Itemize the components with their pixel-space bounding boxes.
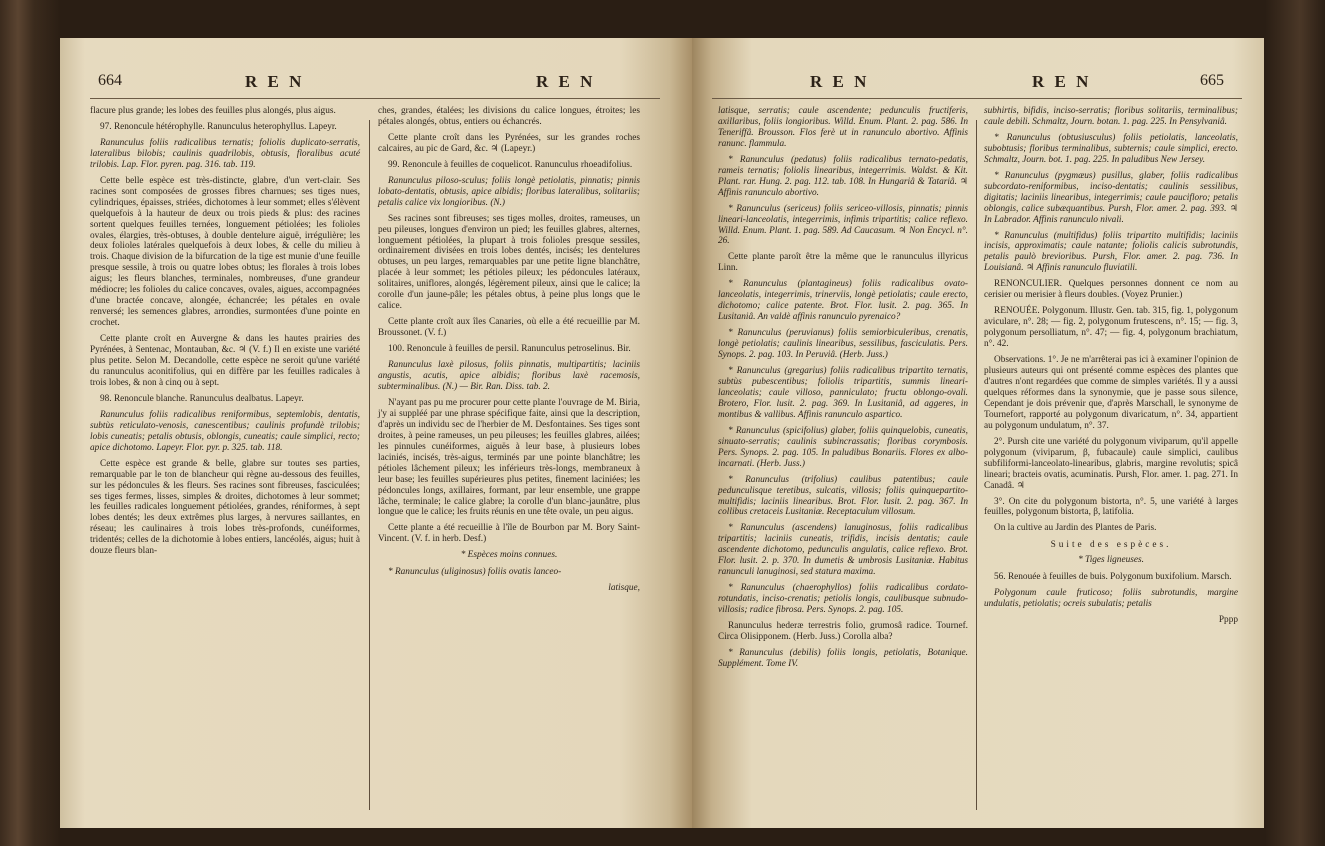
species-entry: * Ranunculus (debilis) foliis longis, petiolatis, Botanique. Supplément. Tome IV. xyxy=(718,647,968,669)
paragraph: * Ranunculus (uliginosus) foliis ovatis lanceo- xyxy=(388,567,562,578)
latin-diagnosis: Ranunculus piloso-sculus; foliis longè petiolatis, pinnatis; pinnis lobato-dentatis, obtusis, apice albidis; floribus lateralibus, solitariis; petalis calice vix longioribus. (N.) xyxy=(378,175,640,208)
species-entry: * Ranunculus (peruvianus) foliis semiorbiculeribus, crenatis, longè petiolatis; caulinis linearibus, sessilibus, fasciculatis. Pers. Synops. 2. pag. 103. In Peruviâ. (Herb. Juss.) xyxy=(718,328,968,361)
right-running-head-right: R E N xyxy=(1032,72,1092,91)
section-subheading: * Espèces moins connues. xyxy=(460,550,558,561)
paragraph: 3°. On cite du polygonum bistorta, n°. 5, une variété à larges feuilles, polygonum bistorta, β, latifolia. xyxy=(984,496,1238,518)
paragraph: Cette plante croît en Auvergne & dans les hautes prairies des Pyrénées, à Sentenac, Montauban, &c. ♃ (V. f.) Il en existe une variété plus petite. Selon M. Decandolle, cette espèce ne seroit qu'une variété du ranunculus aconitifolius, qui en diffère par les feuilles radicales à trois lobes, & non à cinq ou à sept. xyxy=(90,334,360,388)
species-entry: * Ranunculus (pygmæus) pusillus, glaber, foliis radicalibus subcordato-reniformibus, inciso-dentatis; caulinis sessilibus, digitatis; laciniis linearibus, integerrimis; caule paucifloro; petalis oblongis, calice subæquantibus. Pursh, Flor. amer. 2. pag. 393. ♃ In Labrador. Affinis ranunculo nivali. xyxy=(984,170,1238,225)
paragraph: Observations. 1°. Je ne m'arrêterai pas ici à examiner l'opinion de plusieurs auteurs qui ont présenté comme espèces des plantes que d'autres n'ont regardées que comme de simples variétés. Il y a aussi quelques réformes dans la synonymie, que je passe sous silence, Cependant je dois prévenir que, d'après Marschall, le synonyme de Tournefort, rapporté au polygonum divaricatum, n°. 34, appartient au polygonum undulatum, n°. 37. xyxy=(984,355,1238,431)
column-divider xyxy=(976,120,977,810)
latin-diagnosis: Polygonum caule fruticoso; foliis subrotundis, margine undulatis, petiolatis; ocreis subulatis; petalis xyxy=(984,588,1238,610)
left-page-column-2 xyxy=(378,106,640,599)
paragraph: Cette plante croît dans les Pyrénées, sur les grandes roches calcaires, au pic de Gard, &c. ♃ (Lapeyr.) xyxy=(378,132,640,154)
species-entry: * Ranunculus (sericeus) foliis sericeo-villosis, pinnatis; pinnis lineari-lanceolatis, integerrimis, infimis tripartitis; calice reflexo. Willd. Enum. Plant. 1. pag. 589. Ad Caucasum. ♃ Non Encycl. n°. 26. xyxy=(718,203,968,247)
left-page-number: 664 xyxy=(98,72,122,89)
paragraph: ches, grandes, étalées; les divisions du calice longues, étroites; les pétales alongés, obtus, entiers ou échancrés. xyxy=(378,106,640,127)
right-page-number: 665 xyxy=(1200,72,1224,89)
paragraph: Cette plante a été recueillie à l'île de Bourbon par M. Bory Saint-Vincent. (V. f. in herb. Desf.) xyxy=(378,523,640,545)
paragraph: subhirtis, bifidis, inciso-serratis; floribus solitariis, terminalibus; caule debili. Schmaltz, Journ. botan. 1. pag. 225. In Pensylvaniâ. xyxy=(984,106,1238,127)
paragraph: RENONCULIER. Quelques personnes donnent ce nom au cerisier ou merisier à fleurs doubles. (Voyez Prunier.) xyxy=(984,279,1238,301)
column-divider xyxy=(369,120,370,810)
entry-heading: 56. Renouée à feuilles de buis. Polygonum buxifolium. Marsch. xyxy=(994,572,1232,583)
latin-diagnosis: Ranunculus laxè pilosus, foliis pinnatis, multipartitis; laciniis angustis, acutis, apice albidis; floribus laxè racemosis, subterminalibus. (N.) — Bir. Ran. Diss. tab. 2. xyxy=(378,360,640,392)
species-entry: * Ranunculus (trifolius) caulibus patentibus; caule pedunculisque teretibus, sulcatis, villosis; foliis quinquepartito-multifidis; laciniis linearibus. Brot. Flor. lusit. 2. pag. 367. In collibus cretaceis Lusitaniæ. Receptaculum villosum. xyxy=(718,474,968,518)
species-entry: * Ranunculus (spicifolius) glaber, foliis quinquelobis, cuneatis, sinuato-serratis; caulinis subincrassatis; floribus corymbosis. Pers. Synops. 2. pag. 105. In paludibus Bonariis. Flores ex albo-incarnati. (Herb. Juss.) xyxy=(718,425,968,469)
species-entry: * Ranunculus (plantagineus) foliis radicalibus ovato-lanceolatis, integerrimis, trinerviis, longè petiolatis; caule erecto, dichotomo; calice patente. Brot. Flor. lusit. 2. pag. 365. In Lusitaniâ. An valdè affinis ranunculo pyrenaico? xyxy=(718,279,968,323)
paragraph: Cette plante croît aux îles Canaries, où elle a été recueillie par M. Broussonet. (V. f.) xyxy=(378,317,640,339)
catchword: latisque, xyxy=(608,583,640,594)
header-rule xyxy=(712,98,1242,99)
species-entry: * Ranunculus (obtusiusculus) foliis petiolatis, lanceolatis, subobtusis; floribus terminalibus, subternis; caule simplici, erecto. Schmaltz, Journ. bot. 1. pag. 225. In paludibus New Jersey. xyxy=(984,132,1238,165)
entry-heading: 97. Renoncule hétérophylle. Ranunculus heterophyllus. Lapeyr. xyxy=(100,121,337,132)
paragraph: RENOUÉE. Polygonum. Illustr. Gen. tab. 315, fig. 1, polygonum aviculare, n°. 28; — fig. 2, polygonum frutescens, n°. 15; — fig. 3, polygonum persolliatum, n°. 47; — fig. 4, polygonum brachiatum, n°. 42. xyxy=(984,306,1238,350)
species-entry: * Ranunculus (gregarius) foliis radicalibus tripartito ternatis, subtùs pubescentibus; foliolis tripartitis, summis lineari-lanceolatis; caule villoso, panniculato; fructu oblongo-ovali. Brotero, Flor. lusit. 2. pag. 369. In Lusitaniâ, ad aggeres, in montibus & vallibus. Affinis ranunculo aspartico. xyxy=(718,366,968,420)
right-page-column-2 xyxy=(984,106,1238,631)
paragraph: Cette espèce est grande & belle, glabre sur toutes ses parties, remarquable par le ton de blancheur qui règne au-dessous des feuilles, sur les pédoncules & les fleurs. Ses racines sont fibreuses, fasciculées; ses tiges fermes, lisses, simples & droites, dichotomes à leur sommet; les feuilles radicales longuement pétiolées, grandes, réniformes, à sept lobes dentés; les deux extrêmes plus larges, à nervures saillantes, en réseau; les caulinaires à trois lobes très-profonds, cunéiformes, tridentés; celles de la dichotomie à lobes entiers, lancéolés, aigus; huit à douze fleurs blan- xyxy=(90,458,360,557)
paragraph: Cette plante paroît être la même que le ranunculus illyricus Linn. xyxy=(718,252,968,274)
right-running-head-left: R E N xyxy=(810,72,870,91)
species-entry: * Ranunculus (pedatus) foliis radicalibus ternato-pedatis, rameis ternatis; foliolis linearibus, integerrimis. Waldst. & Kit. Plant. rar. Hung. 2. pag. 112. tab. 108. In Hungariâ & Tatariâ. ♃ Affinis ranunculo abortivo. xyxy=(718,154,968,198)
paragraph: Ranunculus hederæ terrestris folio, grumosâ radice. Tournef. Circa Olisipponem. (Herb. Juss.) Corolla alba? xyxy=(718,621,968,642)
entry-heading: 98. Renoncule blanche. Ranunculus dealbatus. Lapeyr. xyxy=(100,393,304,404)
species-entry: * Ranunculus (multifidus) foliis tripartito multifidis; laciniis incisis, approximatis; caule natante; foliolis calicis subrotundis, petalis paulò brevioribus. Pursh, Flor. amer. 2. pag. 736. In Louisianâ. ♃ Affinis ranunculo fluviatili. xyxy=(984,230,1238,274)
paragraph: flacure plus grande; les lobes des feuilles plus alongés, plus aigus. xyxy=(90,106,336,116)
right-page-column-1 xyxy=(718,106,968,675)
latin-diagnosis: Ranunculus foliis radicalibus reniformibus, septemlobis, dentatis, subtùs reticulato-venosis, canescentibus; caulinis profundè trilobis; lobis cuneatis; petalis obtusis, oblongis, cuneatis; caule simplici, recto; apice dichotomo. Lapeyr. Flor. pyr. p. 325. tab. 118. xyxy=(90,409,360,453)
paragraph: Ses racines sont fibreuses; ses tiges molles, droites, rameuses, un peu pileuses, longues d'environ un pied; les feuilles glabres, alternes, longuement pétiolées, la plupart à trois folioles presque sessiles, ordinairement divisées en trois lobes dentés, incisés; les dentelures obtuses, un peu larges, remarquables par une petite ligne blanchâtre, placée à leur sommet; les pétioles pileux; les pédoncules latéraux, solitaires, uniflores, alongés, légèrement pileux, ainsi que le calice; la corolle d'un jaune-pâle; les pétales obtus, à peine plus longs que le calice. xyxy=(378,213,640,312)
latin-diagnosis: Ranunculus foliis radicalibus ternatis; foliolis duplicato-serratis, lateralibus bilobis; caulinis quadrilobis, obtusis, floralibus acuté trilobis. Lap. Flor. pyren. pag. 316. tab. 119. xyxy=(90,137,360,170)
signature-mark: Pppp xyxy=(1218,615,1238,626)
paragraph: latisque, serratis; caule ascendente; pedunculis fructiferis, axillaribus, foliis longioribus. Willd. Enum. Plant. 2. pag. 586. In Teneriffâ. Brousson. Flos ferè ut in ranunculo abortivo. Affinis ranunc. flammula. xyxy=(718,106,968,149)
left-running-head-left: R E N xyxy=(245,72,305,91)
species-entry: * Ranunculus (ascendens) lanuginosus, foliis radicalibus tripartitis; laciniis cuneatis, trifidis, incisis dentatis; caule ascendente dichotomo, pedunculis angulatis, calice reflexo. Brot. Flor. lusit. 2. p. 370. In dumetis & umbrosis Lusitaniæ. Habitus ranunculi lanuginosi, sed statura maxima. xyxy=(718,523,968,578)
left-page xyxy=(60,38,692,828)
paragraph: On la cultive au Jardin des Plantes de Paris. xyxy=(994,523,1157,534)
paragraph: 2°. Pursh cite une variété du polygonum viviparum, qu'il appelle polygonum (viviparum, β, fubacaule) caule simplici, caulibus subfiliformi-lanceolato-linearibus, glabris, margine revolutis; spicâ lineari; bracteis ovatis, acuminatis. Pursh, Flor. amer. 1. pag. 271. In Canadâ. ♃ xyxy=(984,436,1238,491)
section-subheading: * Tiges ligneuses. xyxy=(1078,555,1144,566)
section-heading: Suite des espèces. xyxy=(1050,540,1172,551)
left-page-column-1 xyxy=(90,106,360,562)
header-rule xyxy=(90,98,660,99)
left-running-head-right: R E N xyxy=(536,72,596,91)
species-entry: * Ranunculus (chaerophyllos) foliis radicalibus cordato-rotundatis, inciso-crenatis; petiolis longis, caulibusque subnudo-villosis; radice fibrosa. Pers. Synops. 2. pag. 105. xyxy=(718,583,968,616)
entry-heading: 100. Renoncule à feuilles de persil. Ranunculus petroselinus. Bir. xyxy=(388,344,631,355)
entry-heading: 99. Renoncule à feuilles de coquelicot. Ranunculus rhoeadifolius. xyxy=(388,159,633,170)
right-page xyxy=(692,38,1264,828)
paragraph: N'ayant pas pu me procurer pour cette plante l'ouvrage de M. Biria, j'y ai suppléé par une phrase spécifique faite, ainsi que la description, d'après un individu sec de l'herbier de M. Desfontaines. Ses tiges sont droites, à peine rameuses, un peu pileuses; les feuilles glabres, ailées; les pinnules cunéiformes, aiguës à leur base, à plusieurs lobes laciniés, incisés, très-aigus, terminés par une pointe blanchâtre; les pétioles lâchement pileux; les inférieurs très-longs, membraneux à leur base; les feuilles supérieures plus petites, finement laciniées; les pédoncules longs, axillaires, formant, par leur ensemble, une grappe lâche, terminale; le calice glabre; la corolle d'un blanc-jaunâtre, plus longue que le calice; les fruits réunis en une tête ovale, un peu aigus. xyxy=(378,397,640,518)
paragraph: Cette belle espèce est très-distincte, glabre, d'un vert-clair. Ses racines sont composées de grosses fibres charnues; ses tiges nues, cylindriques, épaisses, striées, dichotomes à leur sommet; elles s'élèvent quelquefois à la hauteur de deux ou trois pieds & plus: des racines sortent quelques feuilles ternées, longuement pétiolées; les folioles ovales, élargies, très-obtuses, à double dentelure aiguë, irrégulière; les deux folioles latérales quelquefois à deux lobes, & celle du milieu à trois. Chaque division de la bifurcation de la tige est munie d'une feuille presque sessile, à trois ou quatre lobes obtus; les florales à trois lobes aigus; les fleurs blanches, terminales, nombreuses, d'une grandeur médiocre; les folioles du calice concaves, ovales, aigues, accompagnées d'une bractée concave, alongée, échancrée; les pétales en ovale renversé; les semences glabres, arrondies, surmontées d'une pointe en crochet. xyxy=(90,175,360,329)
